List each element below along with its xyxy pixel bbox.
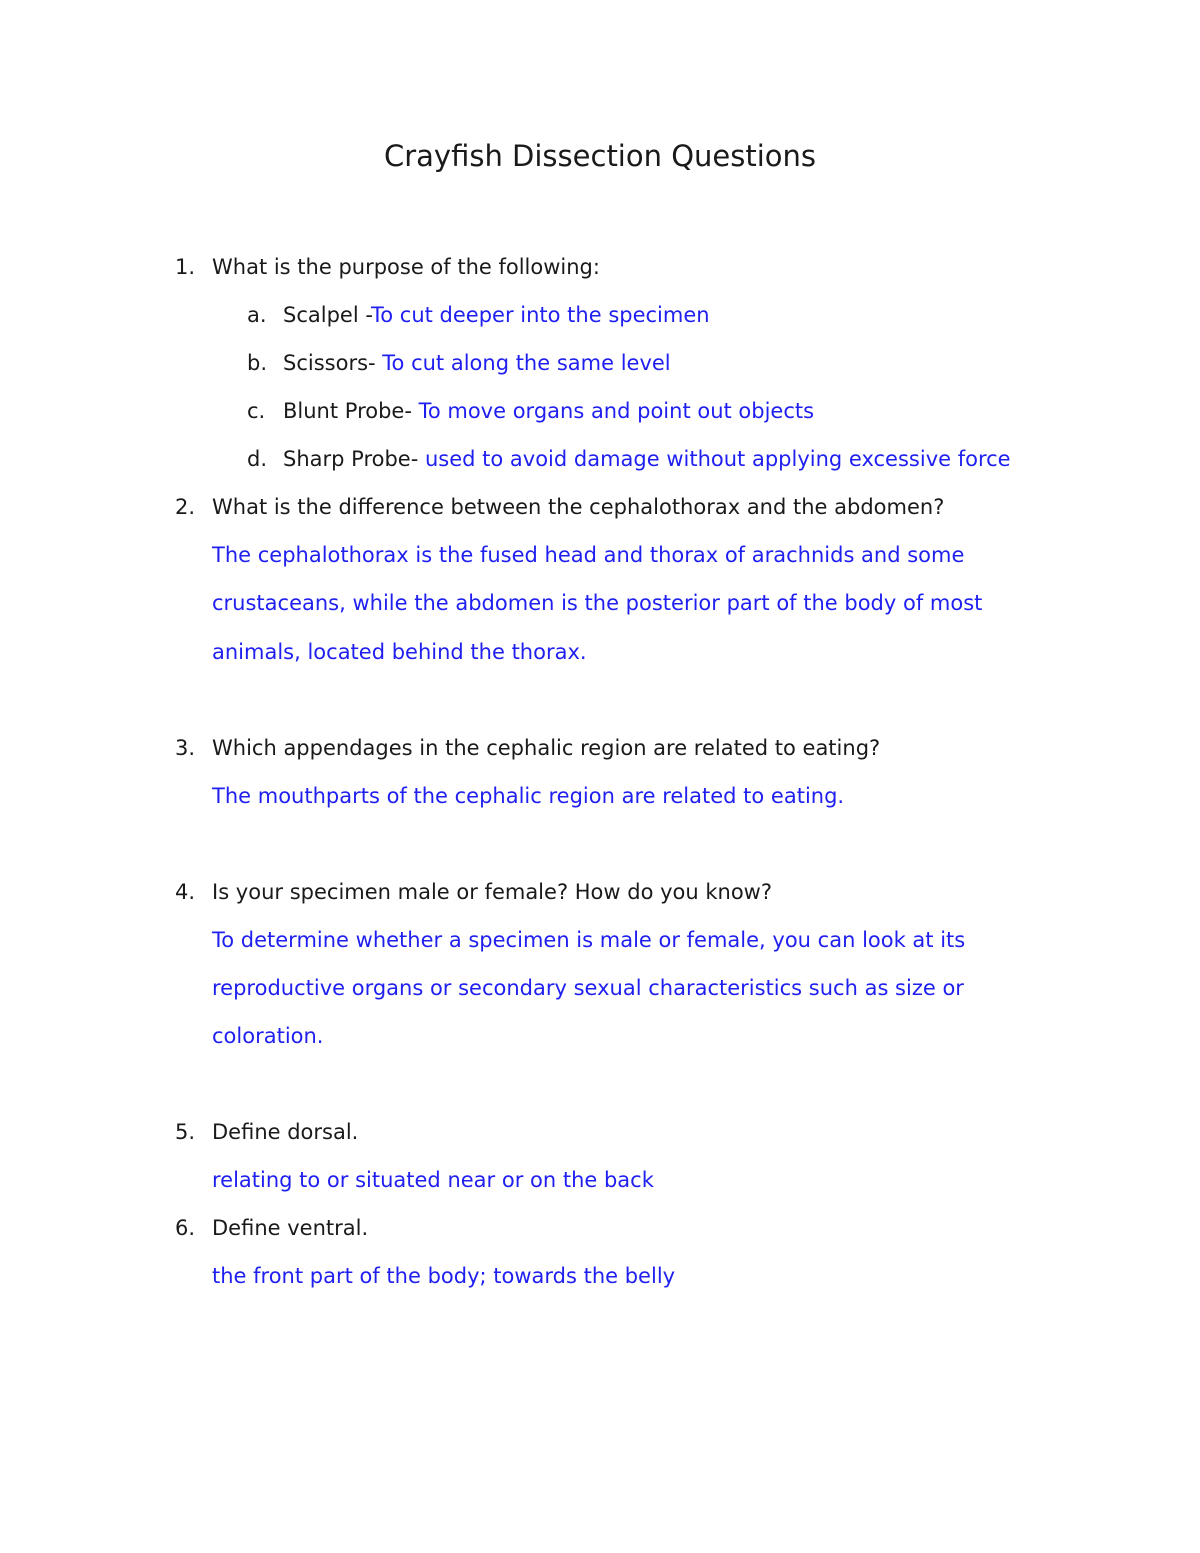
- answer-text: reproductive organs or secondary sexual characteristics such as size or: [212, 976, 964, 1000]
- question-text: Define dorsal.: [212, 1120, 359, 1144]
- question-text: What is the purpose of the following:: [212, 255, 600, 279]
- item-letter: b.: [247, 351, 268, 375]
- question-number: 6.: [175, 1216, 196, 1240]
- item-label: Blunt Probe-: [283, 399, 419, 423]
- answer-text: crustaceans, while the abdomen is the posterior part of the body of most: [212, 591, 983, 615]
- answer-text: The mouthparts of the cephalic region are related to eating.: [212, 784, 845, 808]
- question-number: 2.: [175, 495, 196, 519]
- item-content: [283, 444, 1011, 474]
- item-content: [283, 348, 671, 378]
- answer-text: coloration.: [212, 1024, 324, 1048]
- question-number: 4.: [175, 880, 196, 904]
- item-answer: To cut deeper into the specimen: [371, 303, 710, 327]
- item-label: Sharp Probe-: [283, 447, 425, 471]
- page-title: Crayfish Dissection Questions: [383, 139, 817, 173]
- question-text: Which appendages in the cephalic region are related to eating?: [212, 736, 881, 760]
- item-content: [283, 300, 710, 330]
- question-number: 1.: [175, 255, 196, 279]
- question-number: 3.: [175, 736, 196, 760]
- item-letter: d.: [247, 447, 268, 471]
- answer-text: To determine whether a specimen is male or female, you can look at its: [212, 928, 966, 952]
- item-answer: To cut along the same level: [382, 351, 671, 375]
- question-number: 5.: [175, 1120, 196, 1144]
- item-content: [283, 396, 814, 426]
- item-letter: a.: [247, 303, 267, 327]
- answer-text: The cephalothorax is the fused head and thorax of arachnids and some: [212, 543, 965, 567]
- answer-text: relating to or situated near or on the back: [212, 1168, 654, 1192]
- question-text: Define ventral.: [212, 1216, 369, 1240]
- item-answer: used to avoid damage without applying excessive force: [424, 447, 1011, 471]
- question-text: Is your specimen male or female? How do you know?: [212, 880, 773, 904]
- answer-text: animals, located behind the thorax.: [212, 640, 587, 664]
- item-label: Scissors-: [283, 351, 383, 375]
- answer-text: the front part of the body; towards the belly: [212, 1264, 676, 1288]
- question-text: What is the difference between the cephalothorax and the abdomen?: [212, 495, 945, 519]
- item-label: Scalpel -: [283, 303, 371, 327]
- item-letter: c.: [247, 399, 266, 423]
- item-answer: To move organs and point out objects: [418, 399, 815, 423]
